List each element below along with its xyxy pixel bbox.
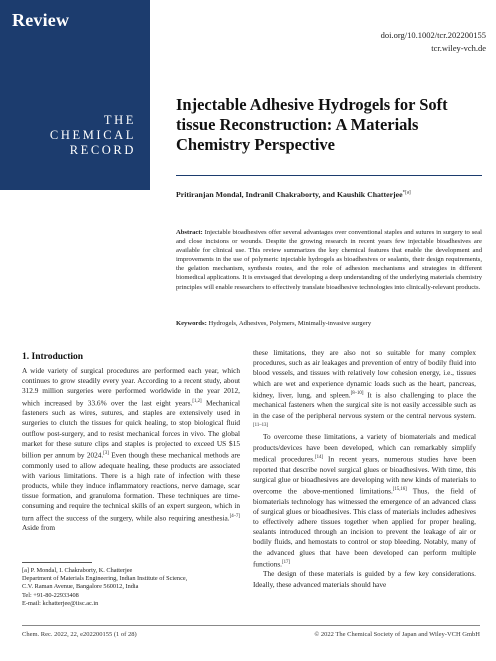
intro-paragraph-2 xyxy=(253,432,476,569)
abstract xyxy=(176,228,482,292)
citation-ref[interactable]: [17] xyxy=(281,559,290,565)
affiliation-phone: Tel: +91-80-22933408 xyxy=(22,591,79,599)
footer-copyright: © 2022 The Chemical Society of Japan and Wiley-VCH GmbH xyxy=(314,631,480,638)
journal-name-line-3: RECORD xyxy=(69,143,136,157)
doi-link[interactable]: doi.org/10.1002/tcr.202200155 xyxy=(380,30,486,40)
section-heading: 1. Introduction xyxy=(22,352,84,362)
citation-ref[interactable]: [4–7] xyxy=(229,513,240,519)
footer-citation: Chem. Rec. 2022, 22, e202200155 (1 of 28) xyxy=(22,631,137,638)
article-title: Injectable Adhesive Hydrogels for Soft tissue Reconstruction: A Materials Chemistry Perspective xyxy=(176,95,448,154)
footer-divider xyxy=(22,625,480,626)
body-text: To overcome these limitations, a variety of biomaterials and medical products/devices have been developed, which can remarkably simplify medical procedures. xyxy=(253,432,476,464)
body-text: these limitations, they are also not so suitable for many complex procedures, such as air leakages and prevention of entry of bodily fluid into blood vessels, and tissues with relatively low cohesion energy, i.e., tissues which are wet and experience dynamic loads such as the heart, pancreas, kidney, liver, lung, and spleen. xyxy=(253,348,476,400)
title-divider xyxy=(176,175,482,176)
body-column-right xyxy=(253,348,476,590)
intro-paragraph-cont xyxy=(253,348,476,432)
intro-paragraph-1 xyxy=(22,366,240,534)
intro-paragraph-3: The design of these materials is guided by a few key considerations. Ideally, these advanced materials should have xyxy=(253,569,476,589)
body-text: Mechanical fasteners such as wires, sutures, and staples are extensively used in surgeries to clutch the tissues for quick healing, to stop biological fluid outflow post-surgery, and to resist mechanical forces in vivo. The global market for these suture clips and staples is projected to exceed US $15 billion per annum by 2024. xyxy=(22,398,240,460)
article-type-label: Review xyxy=(12,10,70,30)
abstract-label: Abstract: xyxy=(176,229,203,236)
body-text: A wide variety of surgical procedures are performed each year, which continues to grow steadily every year. According to a recent study, about 312.9 million surgeries were performed worldwide in the year 2012, which increased by 33.6% over the last eight years. xyxy=(22,366,240,408)
keywords-text: Hydrogels, Adhesives, Polymers, Minimally-invasive surgery xyxy=(208,320,372,327)
citation-ref[interactable]: [11–13] xyxy=(253,422,269,428)
body-text: Thus, the field of biomaterials technology has witnessed the emergence of an advanced class of surgical glues or bioadhesives. This class of materials includes adhesives to effectively adhere tissues together when applied for proper healing, sealants introduced through an incision to prevent the leakage of air or bodily fluids, and hemostats to control or stop bleeding. Notably, many of the advanced glues that have been developed can perform multiple functions. xyxy=(253,486,476,569)
affiliation-block xyxy=(22,567,240,608)
affiliation-divider xyxy=(22,562,92,563)
affiliation-address: C.V. Raman Avenue, Bangalore 560012, India xyxy=(22,583,139,591)
body-text: Even though these mechanical methods are commonly used to allow adequate healing, these products are associated with various limitations. There is a high rate of infection with these products, while they induce inflammatory reactions, nerve damage, scar tissue formation, and granuloma formation. These techniques are time-consuming and require the technical skills of an expert surgeon, which in turn affect the success of the surgery, while also requiring anesthesia. xyxy=(22,450,240,523)
citation-ref[interactable]: [1,2] xyxy=(192,398,202,404)
body-column-left xyxy=(22,366,240,534)
keywords xyxy=(176,320,371,327)
body-text: In recent years, numerous studies have been reported that describe novel surgical glues or bioadhesives. With time, this surgical glue or bioadhesives are developing with new kinds of materials to overcome the above-mentioned limitations. xyxy=(253,454,476,496)
citation-ref[interactable]: [8–10] xyxy=(350,390,364,396)
citation-ref[interactable]: [14] xyxy=(314,454,323,460)
keywords-label: Keywords: xyxy=(176,320,207,327)
body-text: It is also challenging to place the mechanical fasteners when the surgical site is not easily accessible such as in the case of the peripheral nervous system or the central nervous system. xyxy=(253,390,476,420)
affiliation-department: Department of Materials Engineering, Indian Institute of Science, xyxy=(22,575,188,583)
journal-banner xyxy=(0,0,150,190)
affiliation-authors: [a] P. Mondal, I. Chakraborty, K. Chatterjee xyxy=(22,567,133,574)
affiliation-email[interactable]: E-mail: kchatterjee@iisc.ac.in xyxy=(22,599,99,607)
citation-ref[interactable]: [15,16] xyxy=(392,486,407,492)
author-list xyxy=(176,190,411,199)
journal-name-line-2: CHEMICAL xyxy=(49,128,136,142)
abstract-text: Injectable bioadhesives offer several advantages over conventional staples and sutures in surgery to seal and close incisions or wounds. Despite the growing research in recent years few injectable bioadhesives are available for clinical use. This review summarizes the key chemical features that enable the development and improvements in the use of polymeric injectable hydrogels as bioadhesives or sealants, their design requirements, the gelation mechanism, synthesis routes, and the role of adhesion mechanisms and strategies in different biomedical applications. It is envisaged that developing a deep understanding of the underlying materials chemistry principles will enable researchers to effectively translate bioadhesive technologies into clinically-relevant products. xyxy=(176,229,482,291)
author-affiliation-mark: *[a] xyxy=(402,190,411,196)
journal-name-line-1: THE xyxy=(103,113,136,127)
body-text: Aside from xyxy=(22,523,56,533)
journal-site-link[interactable]: tcr.wiley-vch.de xyxy=(431,43,486,53)
citation-ref[interactable]: [3] xyxy=(103,451,109,457)
author-names: Pritiranjan Mondal, Indranil Chakraborty, and Kaushik Chatterjee xyxy=(176,190,403,199)
